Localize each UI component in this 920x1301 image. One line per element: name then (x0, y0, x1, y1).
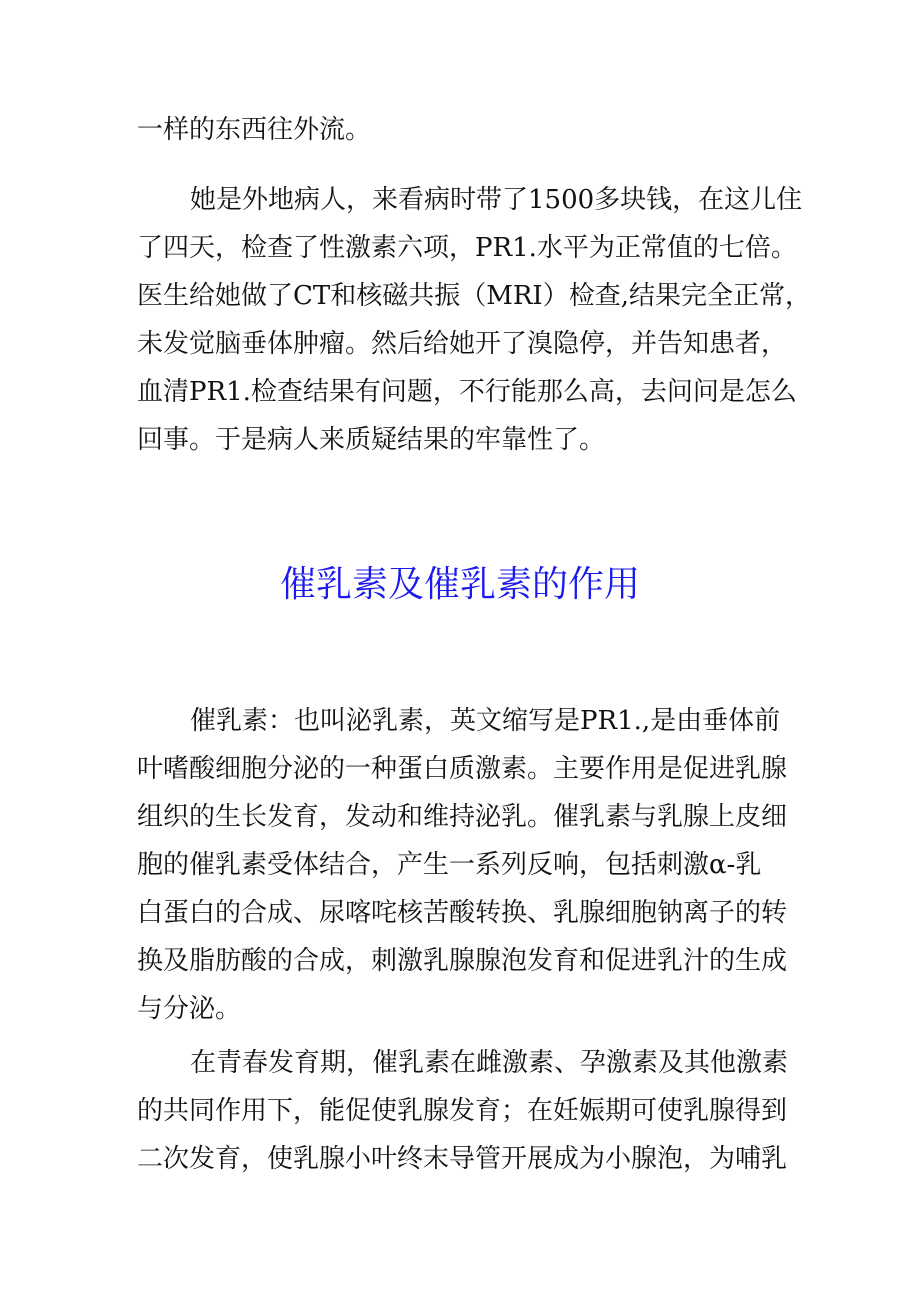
text-line: 与分泌。 (137, 994, 242, 1024)
text-line: 回事。于是病人来质疑结果的牢靠性了。 (137, 425, 606, 455)
text-line: 她是外地病人，来看病时带了1500多块钱，在这儿住 (190, 185, 803, 215)
section-title: 催乳素及催乳素的作用 (279, 564, 640, 605)
text-line: 二次发育，使乳腺小叶终末导管开展成为小腺泡，为哺乳 (137, 1144, 788, 1174)
text-line: 催乳素：也叫泌乳素，英文缩写是PR1.,是由垂体前 (190, 706, 781, 736)
text-line: 血清PR1.检查结果有问题，不行能那么高，去问问是怎么 (137, 377, 797, 407)
text-line: 的共同作用下，能促使乳腺发育；在妊娠期可使乳腺得到 (137, 1096, 788, 1126)
text-line: 叶嗜酸细胞分泌的一种蛋白质激素。主要作用是促进乳腺 (137, 754, 788, 784)
text-line: 胞的催乳素受体结合，产生一系列反响，包括刺激α-乳 (137, 850, 762, 880)
text-line: 未发觉脑垂体肿瘤。然后给她开了溴隐停，并告知患者， (137, 329, 788, 359)
text-line: 在青春发育期，催乳素在雌激素、孕激素及其他激素 (190, 1048, 789, 1078)
text-line: 换及脂肪酸的合成，刺激乳腺腺泡发育和促进乳汁的生成 (137, 946, 788, 976)
text-line: 了四天，检查了性激素六项，PR1.水平为正常值的七倍。 (137, 233, 797, 263)
text-line: 组织的生长发育，发动和维持泌乳。催乳素与乳腺上皮细 (137, 802, 788, 832)
text-line: 白蛋白的合成、尿喀咤核苦酸转换、乳腺细胞钠离子的转 (137, 898, 788, 928)
text-line: 一样的东西往外流。 (137, 115, 372, 145)
text-line: 医生给她做了CT和核磁共振（MRI）检查,结果完全正常， (137, 281, 811, 311)
